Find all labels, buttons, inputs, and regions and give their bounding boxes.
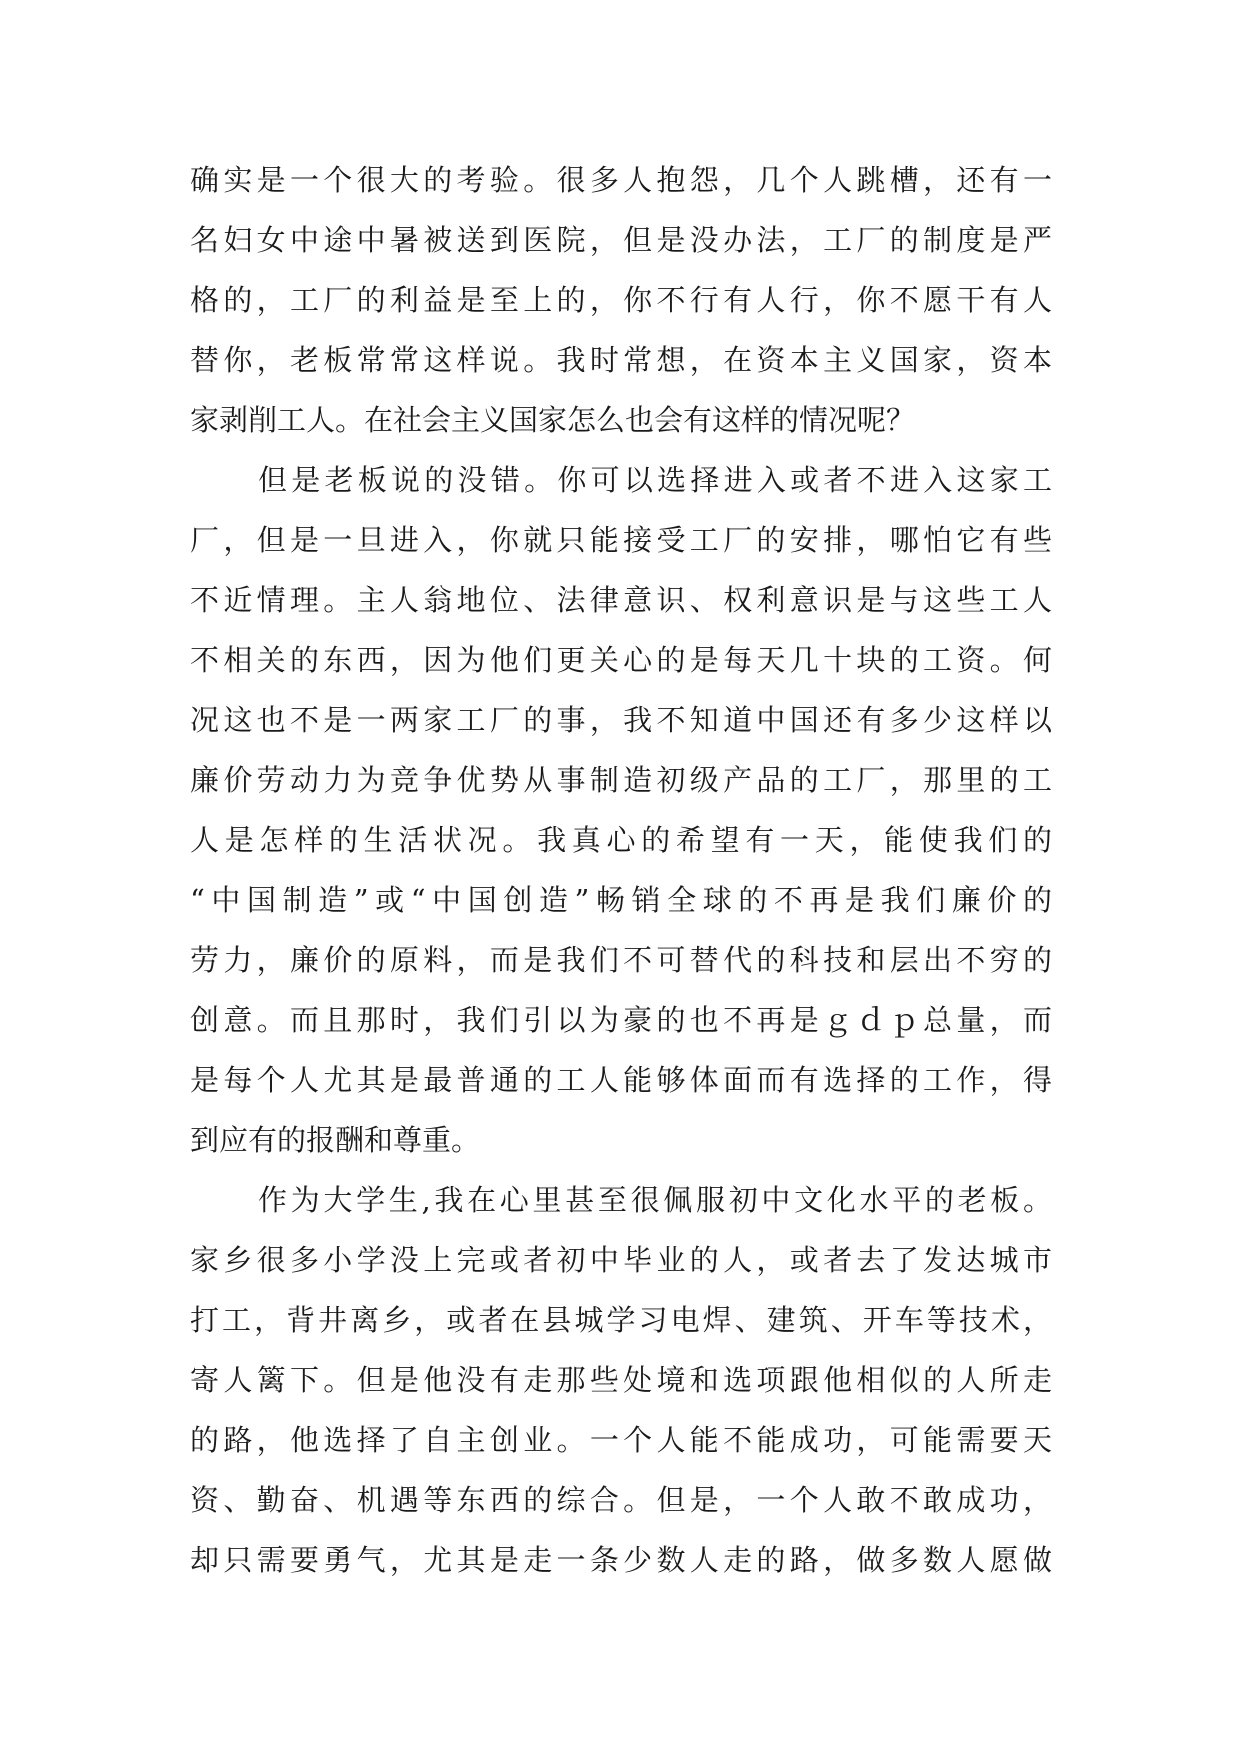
text-line: 廉价劳动力为竞争优势从事制造初级产品的工厂，那里的工: [190, 763, 1052, 797]
text-line: 替你，老板常常这样说。我时常想，在资本主义国家，资本: [190, 343, 1052, 377]
text-line: 名妇女中途中暑被送到医院，但是没办法，工厂的制度是严: [190, 223, 1052, 257]
text-line: 到应有的报酬和尊重。: [190, 1123, 481, 1157]
text-line: 不近情理。主人翁地位、法律意识、权利意识是与这些工人: [190, 583, 1052, 617]
text-line: 况这也不是一两家工厂的事，我不知道中国还有多少这样以: [190, 703, 1052, 737]
paragraph-first-line: 作为大学生,我在心里甚至很佩服初中文化水平的老板。: [258, 1183, 1052, 1217]
text-line: 打工，背井离乡，或者在县城学习电焊、建筑、开车等技术，: [190, 1303, 1052, 1337]
text-line: 确实是一个很大的考验。很多人抱怨，几个人跳槽，还有一: [190, 163, 1052, 197]
text-line: 不相关的东西，因为他们更关心的是每天几十块的工资。何: [190, 643, 1052, 677]
text-line: 家剥削工人。在社会主义国家怎么也会有这样的情况呢？: [190, 403, 916, 437]
text-line: 的路，他选择了自主创业。一个人能不能成功，可能需要天: [190, 1423, 1052, 1457]
text-line: “中国制造”或“中国创造”畅销全球的不再是我们廉价的: [190, 883, 1052, 917]
text-line: 创意。而且那时，我们引以为豪的也不再是ｇｄｐ总量，而: [190, 1003, 1052, 1037]
text-line: 家乡很多小学没上完或者初中毕业的人，或者去了发达城市: [190, 1243, 1052, 1277]
text-line: 劳力，廉价的原料，而是我们不可替代的科技和层出不穷的: [190, 943, 1052, 977]
text-line: 寄人篱下。但是他没有走那些处境和选项跟他相似的人所走: [190, 1363, 1052, 1397]
body-text: [190, 150, 1052, 1590]
paragraph-first-line: 但是老板说的没错。你可以选择进入或者不进入这家工: [258, 463, 1052, 497]
text-line: 资、勤奋、机遇等东西的综合。但是，一个人敢不敢成功，: [190, 1483, 1052, 1517]
text-line: 人是怎样的生活状况。我真心的希望有一天，能使我们的: [190, 823, 1052, 857]
text-line: 厂，但是一旦进入，你就只能接受工厂的安排，哪怕它有些: [190, 523, 1052, 557]
text-line: 格的，工厂的利益是至上的，你不行有人行，你不愿干有人: [190, 283, 1052, 317]
text-line: 是每个人尤其是最普通的工人能够体面而有选择的工作，得: [190, 1063, 1052, 1097]
text-line: 却只需要勇气，尤其是走一条少数人走的路，做多数人愿做: [190, 1543, 1052, 1577]
